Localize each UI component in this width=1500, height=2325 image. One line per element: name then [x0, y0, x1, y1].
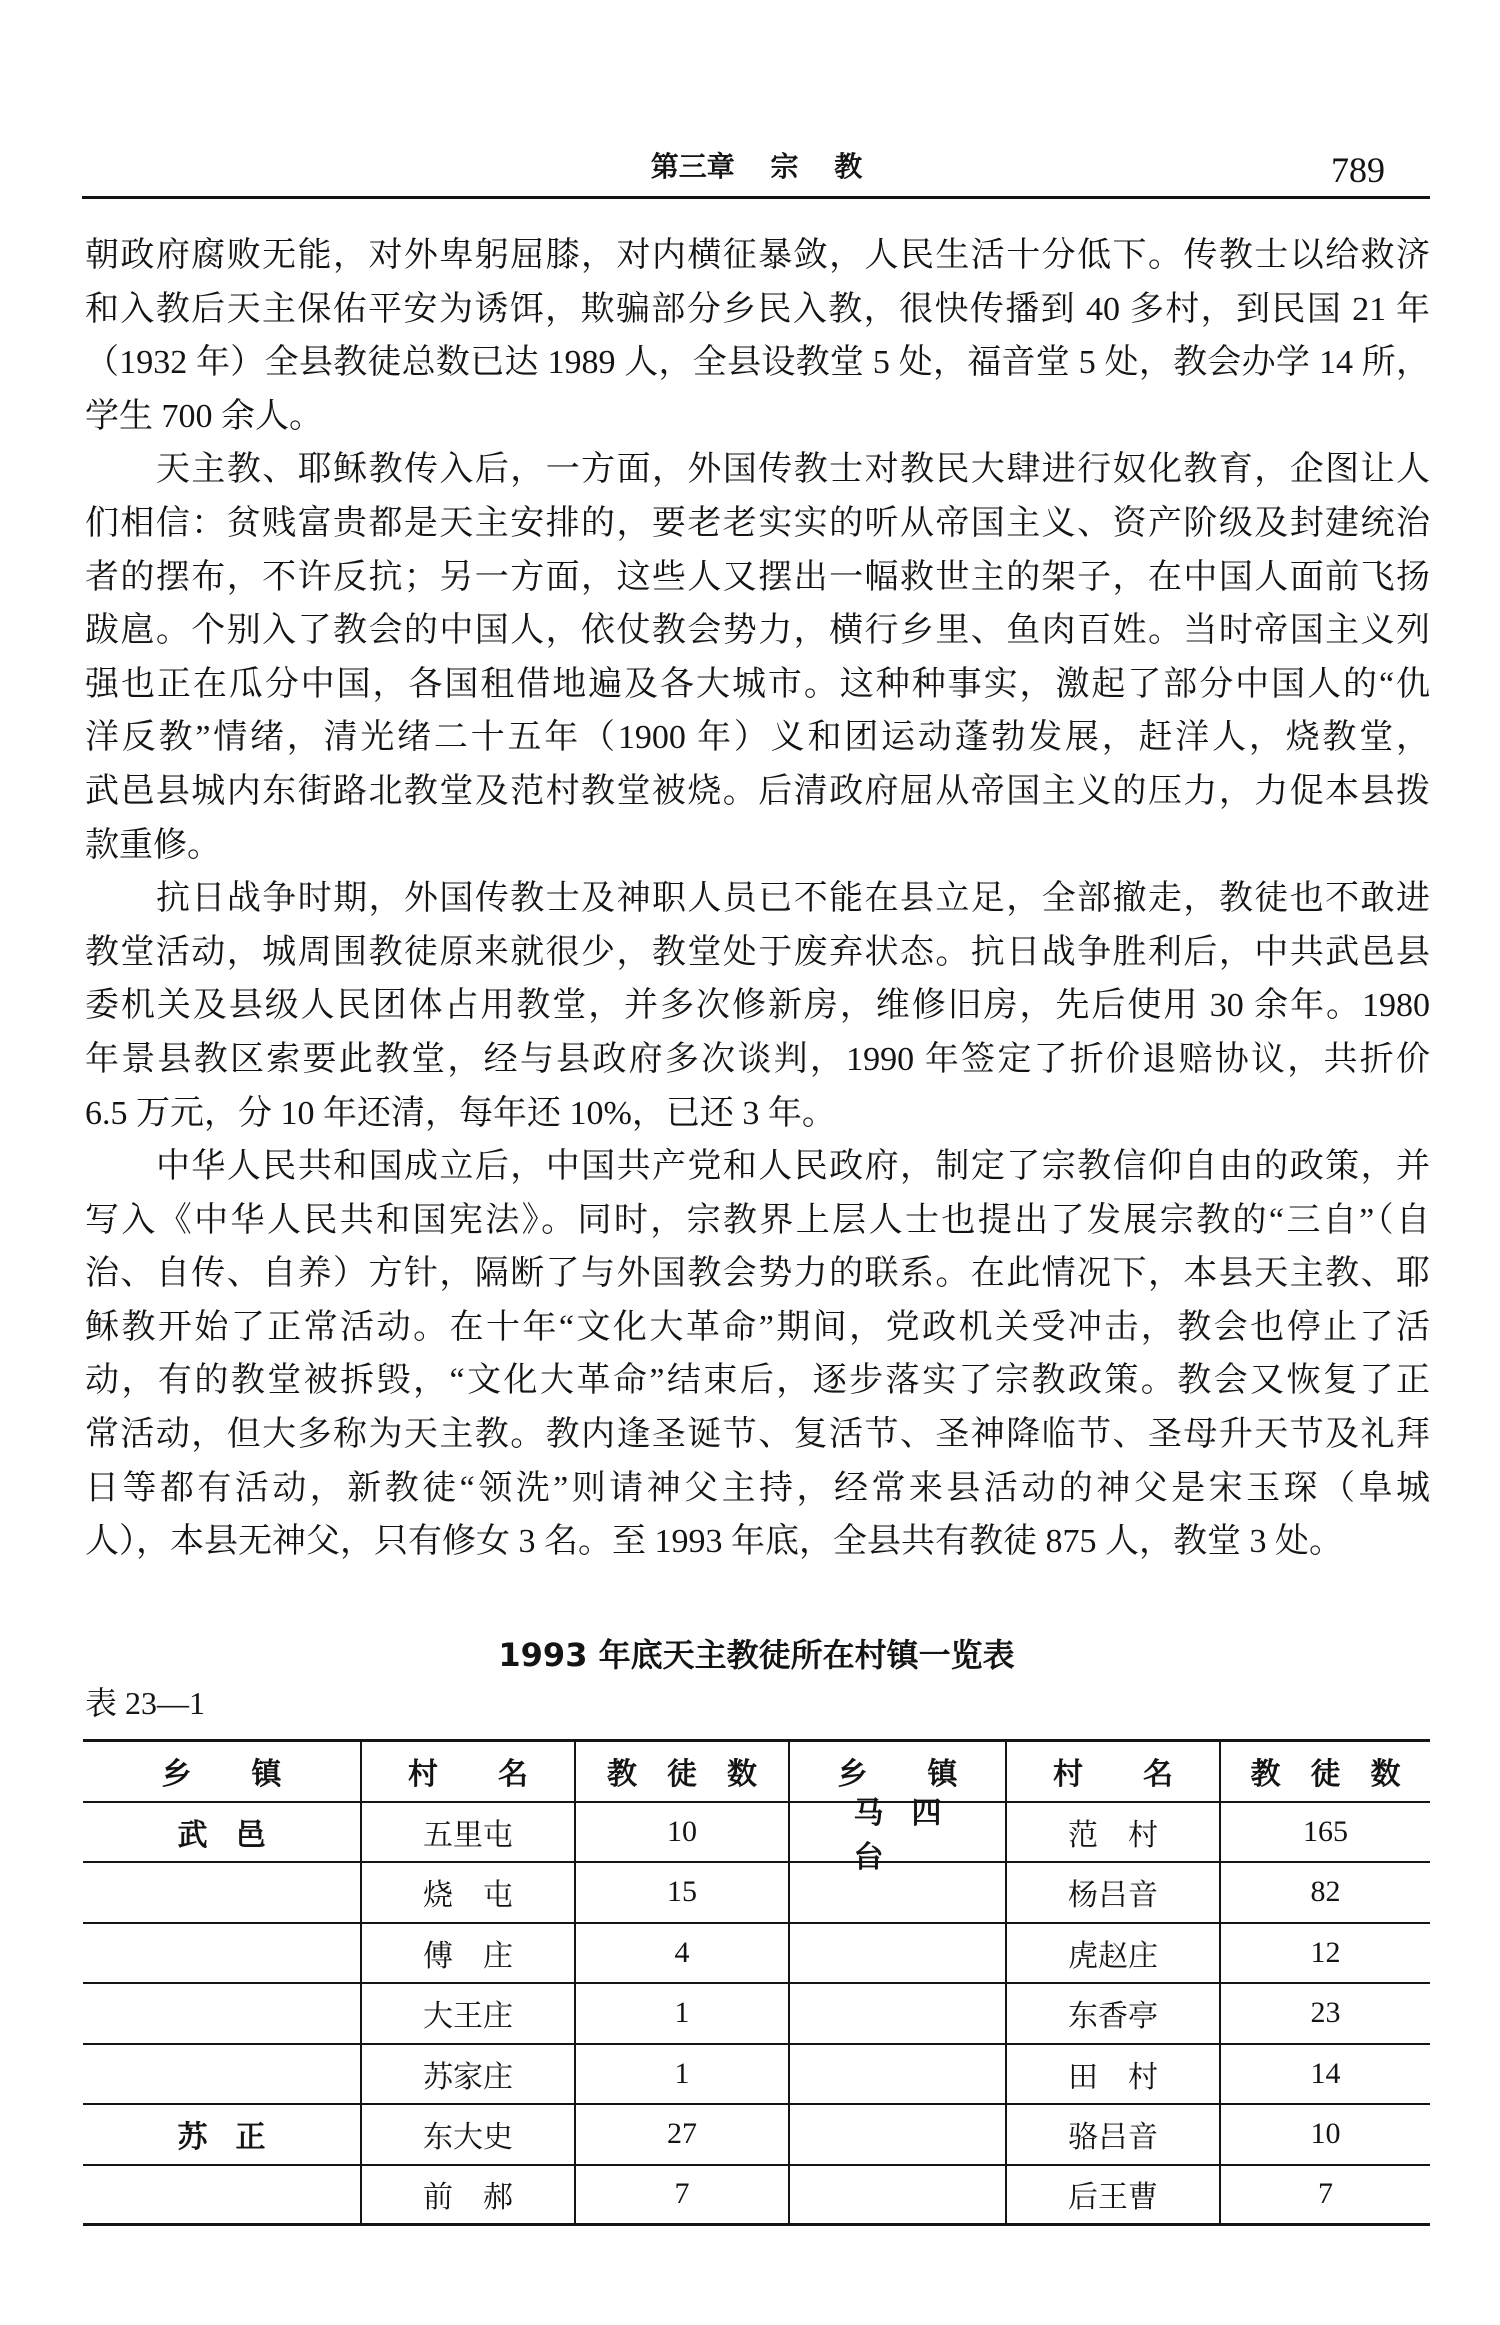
table-row — [83, 1863, 1430, 1924]
table-cell — [1219, 1984, 1430, 2043]
header-rule — [82, 196, 1430, 199]
table-cell — [360, 1863, 574, 1922]
table-row — [83, 1795, 1430, 1875]
table-cell — [788, 2166, 1005, 2224]
table-cell — [83, 2105, 360, 2164]
table-cell — [1005, 2105, 1219, 2164]
text-line: 日等都有活动，新教徒“领洗”则请神父主持，经常来县活动的神父是宋玉琛（阜城 — [85, 1469, 1430, 1507]
village-name: 虎赵庄 — [1068, 1939, 1158, 1973]
text-line: 人），本县无神父，只有修女 3 名。至 1993 年底，全县共有教徒 875 人，教堂 3 处。 — [85, 1523, 1343, 1561]
table-cell — [360, 2105, 574, 2164]
believer-count: 7 — [1318, 2177, 1333, 2211]
table-cell — [360, 1984, 574, 2043]
header-village: 村 名 — [1053, 1757, 1173, 1793]
table-header-cell — [83, 1742, 360, 1801]
table-cell — [1005, 2166, 1219, 2224]
table-cell — [574, 1863, 788, 1922]
header-count: 教 徒 数 — [607, 1757, 757, 1793]
village-name: 范 村 — [1068, 1818, 1158, 1852]
paragraph — [85, 872, 1430, 1140]
table-header-cell — [1005, 1742, 1219, 1801]
paragraph — [85, 1140, 1430, 1569]
village-name: 苏家庄 — [423, 2060, 513, 2094]
text-line: （1932 年）全县教徒总数已达 1989 人，全县设教堂 5 处，福音堂 5 处，教会办学 14 所， — [85, 344, 1430, 382]
village-name: 田 村 — [1068, 2060, 1158, 2094]
text-line: 跋扈。个别入了教会的中国人，依仗教会势力，横行乡里、鱼肉百姓。当时帝国主义列 — [85, 612, 1430, 650]
table-cell — [788, 1924, 1005, 1983]
town-name: 马四台 — [853, 1795, 942, 1875]
table-cell — [360, 2166, 574, 2224]
page-number: 789 — [1331, 150, 1385, 190]
text-line: 写入《中华人民共和国宪法》。同时，宗教界上层人士也提出了发展宗教的“三自”（自 — [85, 1201, 1430, 1239]
paragraph — [85, 443, 1430, 872]
town-name: 武 邑 — [177, 1817, 266, 1853]
table-cell — [574, 1803, 788, 1862]
table-cell — [574, 1984, 788, 2043]
table-header-cell — [360, 1742, 574, 1801]
text-line: 稣教开始了正常活动。在十年“文化大革命”期间，党政机关受冲击，教会也停止了活 — [85, 1308, 1430, 1346]
table-cell — [788, 2045, 1005, 2104]
believer-count: 165 — [1303, 1814, 1348, 1848]
village-name: 五里屯 — [423, 1818, 513, 1852]
table-cell — [1005, 1863, 1219, 1922]
believer-count: 23 — [1310, 1996, 1341, 2030]
text-line: 治、自传、自养）方针，隔断了与外国教会势力的联系。在此情况下，本县天主教、耶 — [85, 1255, 1430, 1293]
believer-count: 7 — [674, 2177, 690, 2211]
table-row — [83, 2166, 1430, 2227]
text-line: 们相信：贫贱富贵都是天主安排的，要老老实实的听从帝国主义、资产阶级及封建统治 — [85, 504, 1430, 542]
believer-count: 4 — [674, 1935, 690, 1969]
believer-count: 27 — [667, 2117, 697, 2151]
text-line: 委机关及县级人民团体占用教堂，并多次修新房，维修旧房，先后使用 30 余年。1980 — [85, 987, 1430, 1025]
table-cell — [788, 1863, 1005, 1922]
believer-count: 15 — [667, 1875, 697, 1909]
table-title: 1993 年底天主教徒所在村镇一览表 — [498, 1636, 1015, 1674]
table-cell — [1219, 1863, 1430, 1922]
body-text — [85, 229, 1430, 1569]
text-line: 年景县教区索要此教堂，经与县政府多次谈判，1990 年签定了折价退赔协议，共折价 — [85, 1040, 1430, 1078]
table-header-row — [83, 1742, 1430, 1803]
paragraph — [85, 229, 1430, 443]
text-line: 款重修。 — [85, 826, 221, 864]
village-name: 骆吕音 — [1068, 2121, 1158, 2155]
table-cell — [788, 1795, 1005, 1875]
village-name: 杨吕音 — [1068, 1879, 1158, 1913]
text-line: 6.5 万元，分 10 年还清，每年还 10%，已还 3 年。 — [85, 1094, 836, 1132]
table-cell — [1219, 1803, 1430, 1862]
header-town: 乡 镇 — [161, 1757, 282, 1793]
village-name: 大王庄 — [423, 2000, 513, 2034]
table-cell — [83, 2045, 360, 2104]
text-line: 洋反教”情绪，清光绪二十五年（1900 年）义和团运动蓬勃发展，赶洋人，烧教堂， — [85, 719, 1430, 757]
believer-count: 1 — [674, 1996, 690, 2030]
table-cell — [574, 2045, 788, 2104]
text-line: 和入教后天主保佑平安为诱饵，欺骗部分乡民入教，很快传播到 40 多村，到民国 21 年 — [85, 290, 1430, 328]
town-name: 苏 正 — [177, 2120, 266, 2156]
believer-count: 10 — [667, 1814, 697, 1848]
table-cell — [788, 1984, 1005, 2043]
village-name: 烧 屯 — [423, 1879, 513, 1913]
table-cell — [1219, 1924, 1430, 1983]
table-cell — [83, 1803, 360, 1862]
table-cell — [83, 1863, 360, 1922]
text-line: 朝政府腐败无能，对外卑躬屈膝，对内横征暴敛，人民生活十分低下。传教士以给救济 — [85, 237, 1430, 274]
text-line: 强也正在瓜分中国，各国租借地遍及各大城市。这种种事实，激起了部分中国人的“仇 — [85, 665, 1430, 703]
table-cell — [83, 2166, 360, 2224]
believer-count: 1 — [674, 2056, 690, 2090]
table-cell — [574, 2166, 788, 2224]
table-header-cell — [574, 1742, 788, 1801]
table-cell — [1005, 1924, 1219, 1983]
header-village: 村 名 — [408, 1757, 528, 1793]
believer-count: 12 — [1310, 1935, 1341, 1969]
text-line: 武邑县城内东街路北教堂及范村教堂被烧。后清政府屈从帝国主义的压力，力促本县拨 — [85, 772, 1430, 810]
text-line: 天主教、耶稣教传入后，一方面，外国传教士对教民大肆进行奴化教育，企图让人 — [156, 451, 1430, 489]
table-cell — [574, 1924, 788, 1983]
table-cell — [1219, 2166, 1430, 2224]
believer-count: 10 — [1310, 2117, 1341, 2151]
table-cell — [360, 2045, 574, 2104]
table-cell — [83, 1924, 360, 1983]
village-name: 东大史 — [423, 2121, 513, 2155]
table-header-cell — [1219, 1742, 1430, 1801]
running-head-title: 第三章 宗 教 — [650, 150, 863, 183]
text-line: 教堂活动，城周围教徒原来就很少，教堂处于废弃状态。抗日战争胜利后，中共武邑县 — [85, 933, 1430, 971]
table-row — [83, 2045, 1430, 2106]
text-line: 者的摆布，不许反抗；另一方面，这些人又摆出一幅救世主的架子，在中国人面前飞扬 — [85, 558, 1430, 596]
table-cell — [1219, 2105, 1430, 2164]
table-cell — [1005, 2045, 1219, 2104]
village-name: 前 郝 — [423, 2181, 513, 2215]
village-name: 后王曹 — [1068, 2181, 1158, 2215]
text-line: 学生 700 余人。 — [85, 397, 323, 435]
header-count: 教 徒 数 — [1250, 1757, 1401, 1793]
table-cell — [360, 1924, 574, 1983]
table-row — [83, 2105, 1430, 2166]
table-row — [83, 1924, 1430, 1985]
header-town: 乡 镇 — [837, 1757, 958, 1793]
table-cell — [1005, 1984, 1219, 2043]
text-line: 抗日战争时期，外国传教士及神职人员已不能在县立足，全部撤走，教徒也不敢进 — [156, 880, 1430, 918]
text-line: 中华人民共和国成立后，中国共产党和人民政府，制定了宗教信仰自由的政策，并 — [156, 1148, 1430, 1186]
text-line: 动，有的教堂被拆毁，“文化大革命”结束后，逐步落实了宗教政策。教会又恢复了正 — [85, 1362, 1430, 1400]
village-name: 傅 庄 — [423, 1939, 513, 1973]
table-cell — [360, 1803, 574, 1862]
table-cell — [1005, 1803, 1219, 1862]
table-cell — [83, 1984, 360, 2043]
table-cell — [574, 2105, 788, 2164]
village-name: 东香亭 — [1068, 2000, 1158, 2034]
table-row — [83, 1984, 1430, 2045]
believer-count: 82 — [1310, 1875, 1341, 1909]
believer-count: 14 — [1310, 2056, 1341, 2090]
believers-table — [83, 1739, 1430, 2226]
table-cell — [1219, 2045, 1430, 2104]
table-label: 表 23—1 — [85, 1685, 206, 1721]
text-line: 常活动，但大多称为天主教。教内逢圣诞节、复活节、圣神降临节、圣母升天节及礼拜 — [85, 1416, 1430, 1454]
table-cell — [788, 2105, 1005, 2164]
